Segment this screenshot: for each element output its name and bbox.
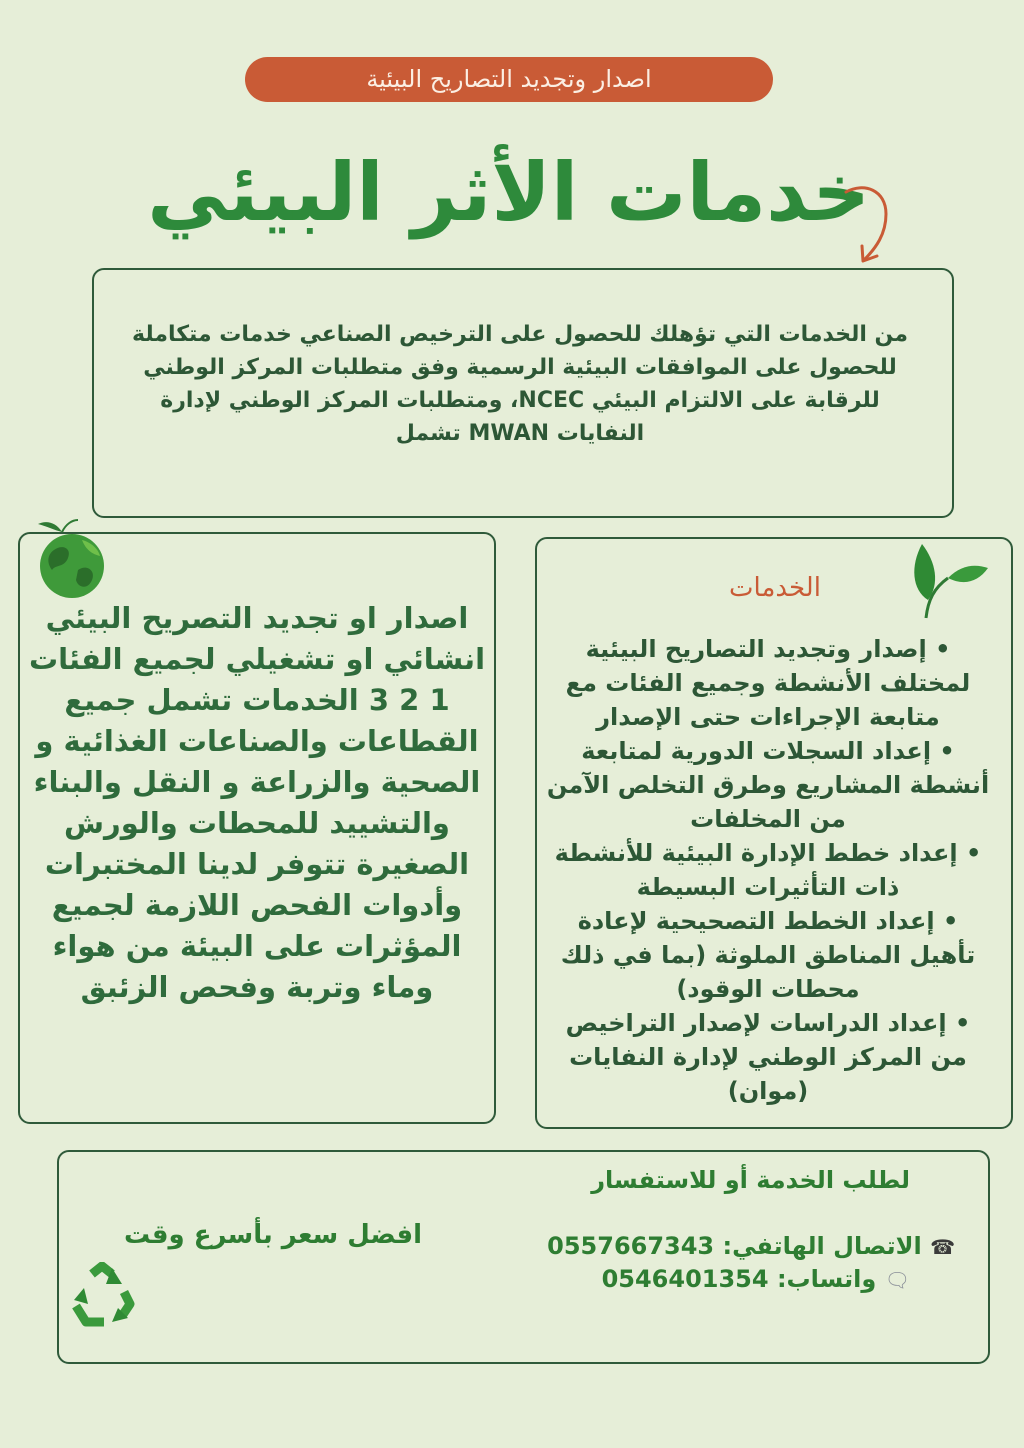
- list-item: • إعداد الدراسات لإصدار التراخيص من المركز الوطني لإدارة النفايات (موان): [546, 1006, 990, 1108]
- phone-label: الاتصال الهاتفي:: [722, 1232, 922, 1260]
- page-title: خدمات الأثر البيئي: [147, 146, 870, 239]
- whatsapp-number[interactable]: 0546401354: [601, 1265, 769, 1293]
- contact-heading: لطلب الخدمة أو للاستفسار: [591, 1166, 910, 1194]
- leaf-icon: [908, 540, 990, 620]
- services-heading: الخدمات: [729, 573, 821, 603]
- intro-text: من الخدمات التي تؤهلك للحصول على الترخيص الصناعي خدمات متكاملة للحصول على الموافقات البيئية الرسمية وفق متطلبات المركز الوطني للرقابة على الالتزام البيئي NCEC، ومتطلبات المركز الوطني لإدارة النفايات MWAN تشمل: [132, 322, 908, 446]
- permits-text: اصدار او تجديد التصريح البيئي انشائي او تشغيلي لجميع الفئات 1 2 3 الخدمات تشمل جميع القطاعات والصناعات الغذائية و الصحية والزراعة و النقل والبناء والتشييد للمحطات والورش الصغيرة تتوفر لدينا المختبرات وأدوات الفحص اللازمة لجميع المؤثرات على البيئة من هواء وماء وتربة وفحص الزئبق: [28, 601, 486, 1004]
- header-pill: اصدار وتجديد التصاريح البيئية: [245, 57, 773, 102]
- list-item: • إعداد خطط الإدارة البيئية للأنشطة ذات التأثيرات البسيطة: [546, 836, 990, 904]
- speech-bubble-icon: 🗨: [884, 1268, 910, 1292]
- phone-number[interactable]: 0557667343: [547, 1232, 715, 1260]
- recycle-icon: [68, 1262, 136, 1330]
- list-item: • إصدار وتجديد التصاريح البيئية لمختلف الأنشطة وجميع الفئات مع متابعة الإجراءات حتى الإصدار: [546, 632, 990, 734]
- services-list: [546, 632, 990, 1108]
- whatsapp-label: واتساب:: [776, 1265, 877, 1293]
- list-item: • إعداد السجلات الدورية لمتابعة أنشطة المشاريع وطرق التخلص الآمن من المخلفات: [546, 734, 990, 836]
- phone-icon: ☎: [930, 1235, 955, 1259]
- curved-arrow-icon: [842, 180, 894, 266]
- whatsapp-row[interactable]: [450, 1263, 910, 1296]
- tagline: افضل سعر بأسرع وقت: [123, 1220, 423, 1250]
- phone-row[interactable]: [495, 1230, 955, 1263]
- list-item: • إعداد الخطط التصحيحية لإعادة تأهيل المناطق الملوثة (بما في ذلك محطات الوقود): [546, 904, 990, 1006]
- globe-icon: [32, 518, 108, 600]
